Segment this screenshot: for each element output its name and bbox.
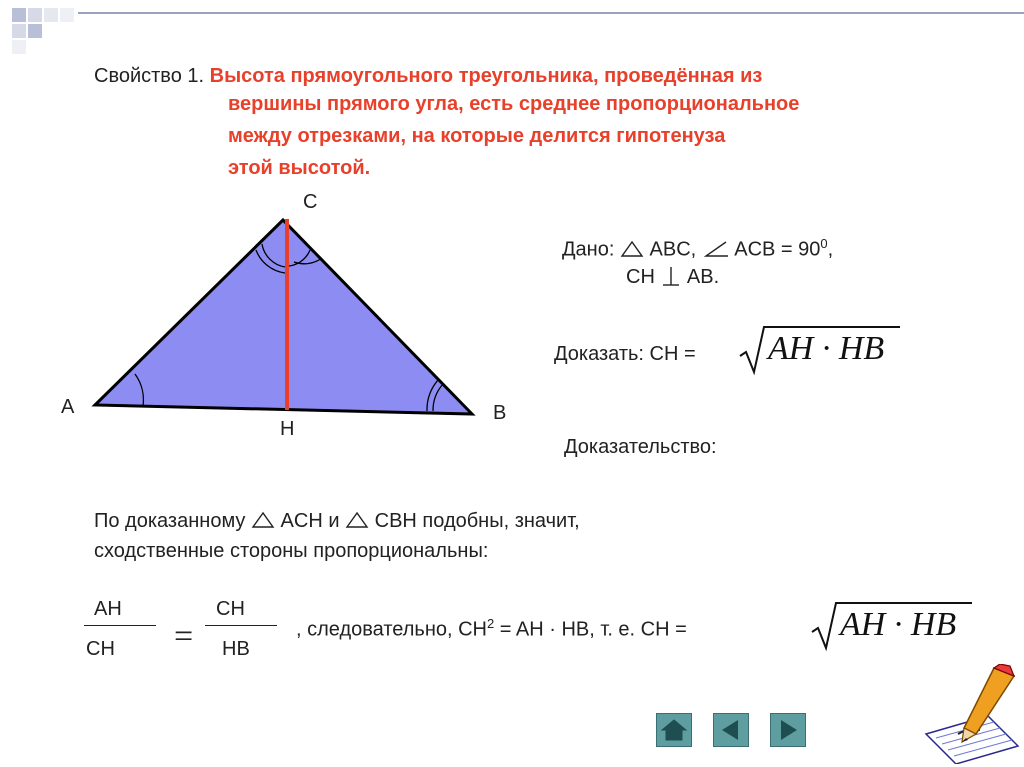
property-line-3: между отрезками, на которые делится гипотенуза	[228, 125, 726, 147]
fraction-1-bar	[84, 625, 156, 626]
arrow-left-icon	[714, 714, 748, 746]
triangle-icon	[251, 511, 275, 529]
angle-icon	[702, 240, 730, 258]
fraction-1-numerator: AH	[94, 598, 122, 620]
conclusion-a: , следовательно, CH	[296, 618, 487, 641]
home-icon	[657, 714, 691, 746]
property-line-1: Высота прямоугольного треугольника, проведённая из	[209, 65, 763, 87]
proof-line-1-a: По доказанному	[94, 510, 246, 532]
conclusion-text	[296, 616, 687, 642]
given-degree: 0	[820, 236, 828, 251]
given-ch: CH	[626, 266, 655, 288]
given-angle: ACB = 90	[734, 238, 821, 261]
conclusion-b: = AH · HB, т. е. CH =	[494, 618, 687, 641]
prove-label: Доказать: CH =	[554, 343, 696, 365]
property-label: Свойство 1.	[94, 65, 205, 87]
given-triangle: ABC,	[649, 238, 697, 261]
vertex-label-b: B	[493, 402, 507, 424]
given-prefix: Дано:	[562, 238, 615, 261]
fraction-2-numerator: CH	[216, 598, 245, 620]
proof-line-2: сходственные стороны пропорциональны:	[94, 540, 489, 562]
arrow-right-icon	[771, 714, 805, 746]
property-line-2: вершины прямого угла, есть среднее пропорциональное	[228, 93, 800, 115]
vertex-label-c: C	[303, 191, 318, 213]
triangle-icon	[620, 240, 644, 258]
next-button[interactable]	[770, 713, 806, 747]
prove-sqrt-expression: AH · HB	[768, 330, 885, 367]
perpendicular-icon	[660, 265, 682, 287]
prev-button[interactable]	[713, 713, 749, 747]
triangle-abc	[95, 220, 472, 414]
vertex-label-h: H	[280, 418, 295, 440]
equals-sign: =	[174, 618, 194, 655]
conclusion-sqrt-expression: AH · HB	[840, 606, 957, 643]
triangle-icon	[345, 511, 369, 529]
property-line-4: этой высотой.	[228, 157, 371, 179]
vertex-label-a: A	[61, 396, 75, 418]
given-ab: AB.	[686, 266, 720, 288]
fraction-2-denominator: HB	[222, 638, 250, 660]
pencil-paper-icon	[918, 664, 1022, 764]
proof-line-1-c: CBH подобны, значит,	[374, 510, 580, 532]
fraction-2-bar	[205, 625, 277, 626]
proof-line-1-b: ACH и	[280, 510, 340, 532]
proof-title: Доказательство:	[564, 436, 717, 458]
given-line-1	[562, 236, 833, 262]
conclusion-sup: 2	[487, 616, 495, 631]
given-after-degree: ,	[827, 238, 834, 261]
given-line-2	[626, 265, 719, 289]
proof-line-1	[94, 510, 580, 533]
home-button[interactable]	[656, 713, 692, 747]
fraction-1-denominator: CH	[86, 638, 115, 660]
